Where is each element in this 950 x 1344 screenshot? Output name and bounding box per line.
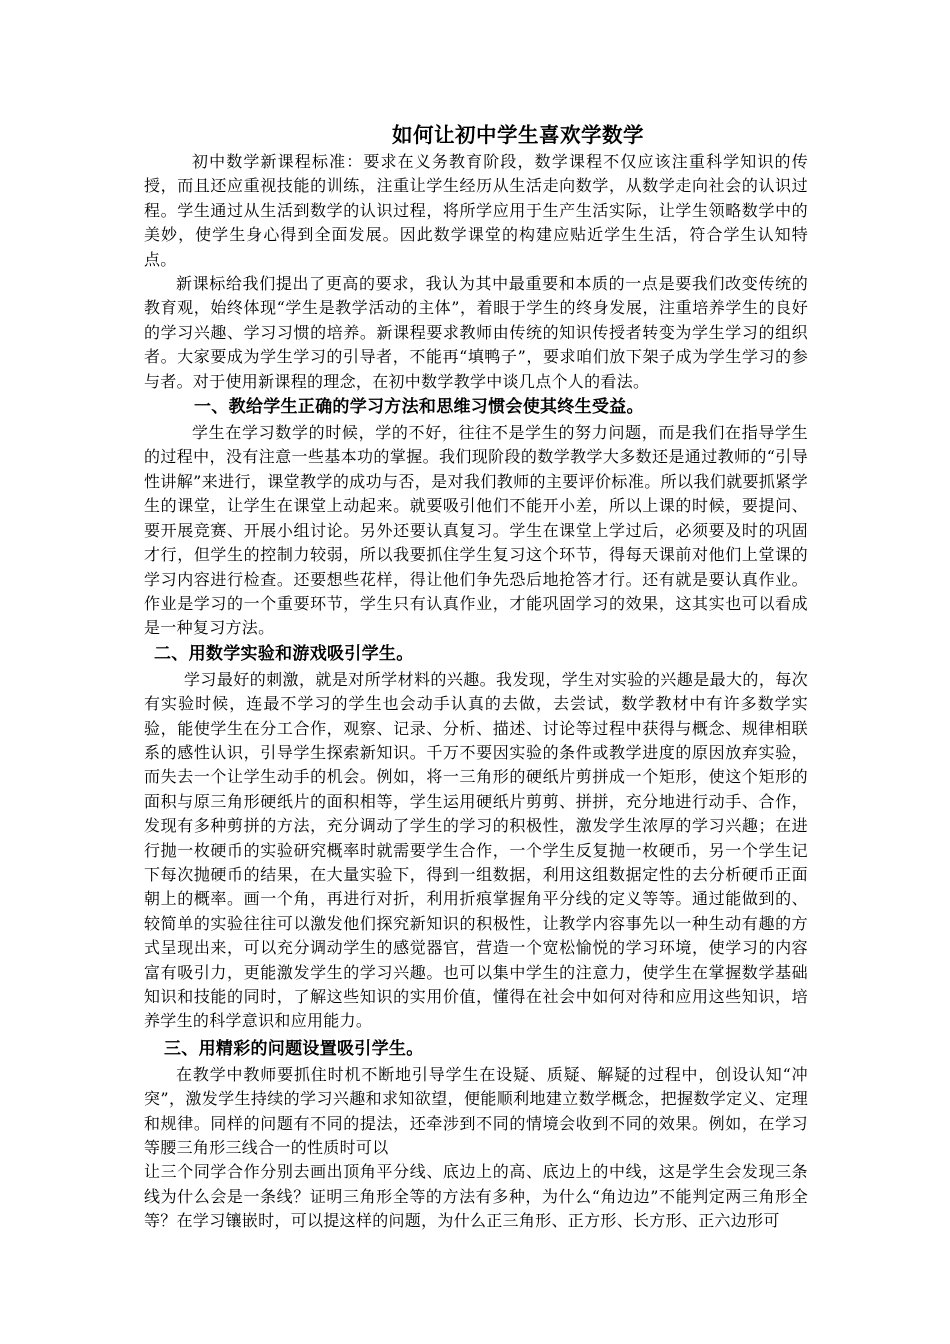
section-3-body: 在教学中教师要抓住时机不断地引导学生在设疑、质疑、解疑的过程中，创设认知“冲突”，激发学生持续的学习兴趣和求知欲望，便能顺利地建立数学概念，把握数学定义、定理和规律。同样的问题有不同的提法，还牵涉到不同的情境会收到不同的效果。例如，在学习等腰三角形三线合一的性质时可以 — [144, 1064, 808, 1158]
document-page — [144, 120, 808, 1234]
document-title: 如何让初中学生喜欢学数学 — [392, 123, 644, 147]
section-2-body: 学习最好的刺激，就是对所学材料的兴趣。我发现，学生对实验的兴趣是最大的，每次有实验时候，连最不学习的学生也会动手认真的去做，去尝试，数学教材中有许多数学实验，能使学生在分工合作，观察、记录、分析、描述、讨论等过程中获得与概念、规律相联系的感性认识，引导学生探索新知识。千万不要因实验的条件或教学进度的原因放弃实验，而失去一个让学生动手的机会。例如，将一三角形的硬纸片剪拼成一个矩形，使这个矩形的面积与原三角形硬纸片的面积相等，学生运用硬纸片剪剪、拼拼，充分地进行动手、合作，发现有多种剪拼的方法，充分调动了学生的学习的积极性，激发学生浓厚的学习兴趣；在进行抛一枚硬币的实验研究概率时就需要学生合作，一个学生反复抛一枚硬币，另一个学生记下每次抛硬币的结果，在大量实验下，得到一组数据，利用这组数据定性的去分析硬币正面朝上的概率。画一个角，再进行对折，利用折痕掌握角平分线的定义等等。通过能做到的、较简单的实验往往可以激发他们探究新知识的积极性，让教学内容事先以一种生动有趣的方式呈现出来，可以充分调动学生的感觉器官，营造一个宽松愉悦的学习环境，使学习的内容富有吸引力，更能激发学生的学习兴趣。也可以集中学生的注意力，使学生在掌握数学基础知识和技能的同时，了解这些知识的实用价值，懂得在社会中如何对待和应用这些知识，培养学生的科学意识和应用能力。 — [144, 669, 808, 1031]
section-1-heading: 一、教给学生正确的学习方法和思维习惯会使其终生受益。 — [194, 397, 644, 418]
intro-paragraph-2: 新课标给我们提出了更高的要求，我认为其中最重要和本质的一点是要我们改变传统的教育观，始终体现“学生是教学活动的主体”，着眼于学生的终身发展，注重培养学生的良好的学习兴趣、学习习惯的培养。新课程要求教师由传统的知识传授者转变为学生学习的组织者。大家要成为学生学习的引导者，不能再“填鸭子”，要求咱们放下架子成为学生学习的参与者。对于使用新课程的理念，在初中数学教学中谈几点个人的看法。 — [144, 274, 808, 391]
section-2-heading: 二、用数学实验和游戏吸引学生。 — [154, 643, 414, 664]
section-1-body: 学生在学习数学的时候，学的不好，往往不是学生的努力问题，而是我们在指导学生的过程中，没有注意一些基本功的掌握。我们现阶段的数学教学大多数还是通过教师的“引导性讲解”来进行，课堂教学的成功与否，是对我们教师的主要评价标准。所以我们就要抓紧学生的课堂，让学生在课堂上动起来。就要吸引他们不能开小差，所以上课的时候，要提问、要开展竞赛、开展小组讨论。另外还要认真复习。学生在课堂上学过后，必须要及时的巩固才行，但学生的控制力较弱，所以我要抓住学生复习这个环节，得每天课前对他们上堂课的学习内容进行检查。还要想些花样，得让他们争先恐后地抢答才行。还有就是要认真作业。作业是学习的一个重要环节，学生只有认真作业，才能巩固学习的效果，这其实也可以看成是一种复习方法。 — [144, 423, 808, 638]
section-3-heading: 三、用精彩的问题设置吸引学生。 — [164, 1038, 424, 1059]
intro-paragraph-1: 初中数学新课程标准：要求在义务教育阶段，数学课程不仅应该注重科学知识的传授，而且还应重视技能的训练，注重让学生经历从生活走向数学，从数学走向社会的认识过程。学生通过从生活到数学的认识过程，将所学应用于生产生活实际，让学生领略数学中的美妙，使学生身心得到全面发展。因此数学课堂的构建应贴近学生生活，符合学生认知特点。 — [144, 152, 808, 269]
section-3-continuation: 让三个同学合作分别去画出顶角平分线、底边上的高、底边上的中线，这是学生会发现三条线为什么会是一条线？证明三角形全等的方法有多种，为什么“角边边”不能判定两三角形全等？在学习镶嵌时，可以提这样的问题，为什么正三角形、正方形、长方形、正六边形可 — [144, 1162, 808, 1231]
